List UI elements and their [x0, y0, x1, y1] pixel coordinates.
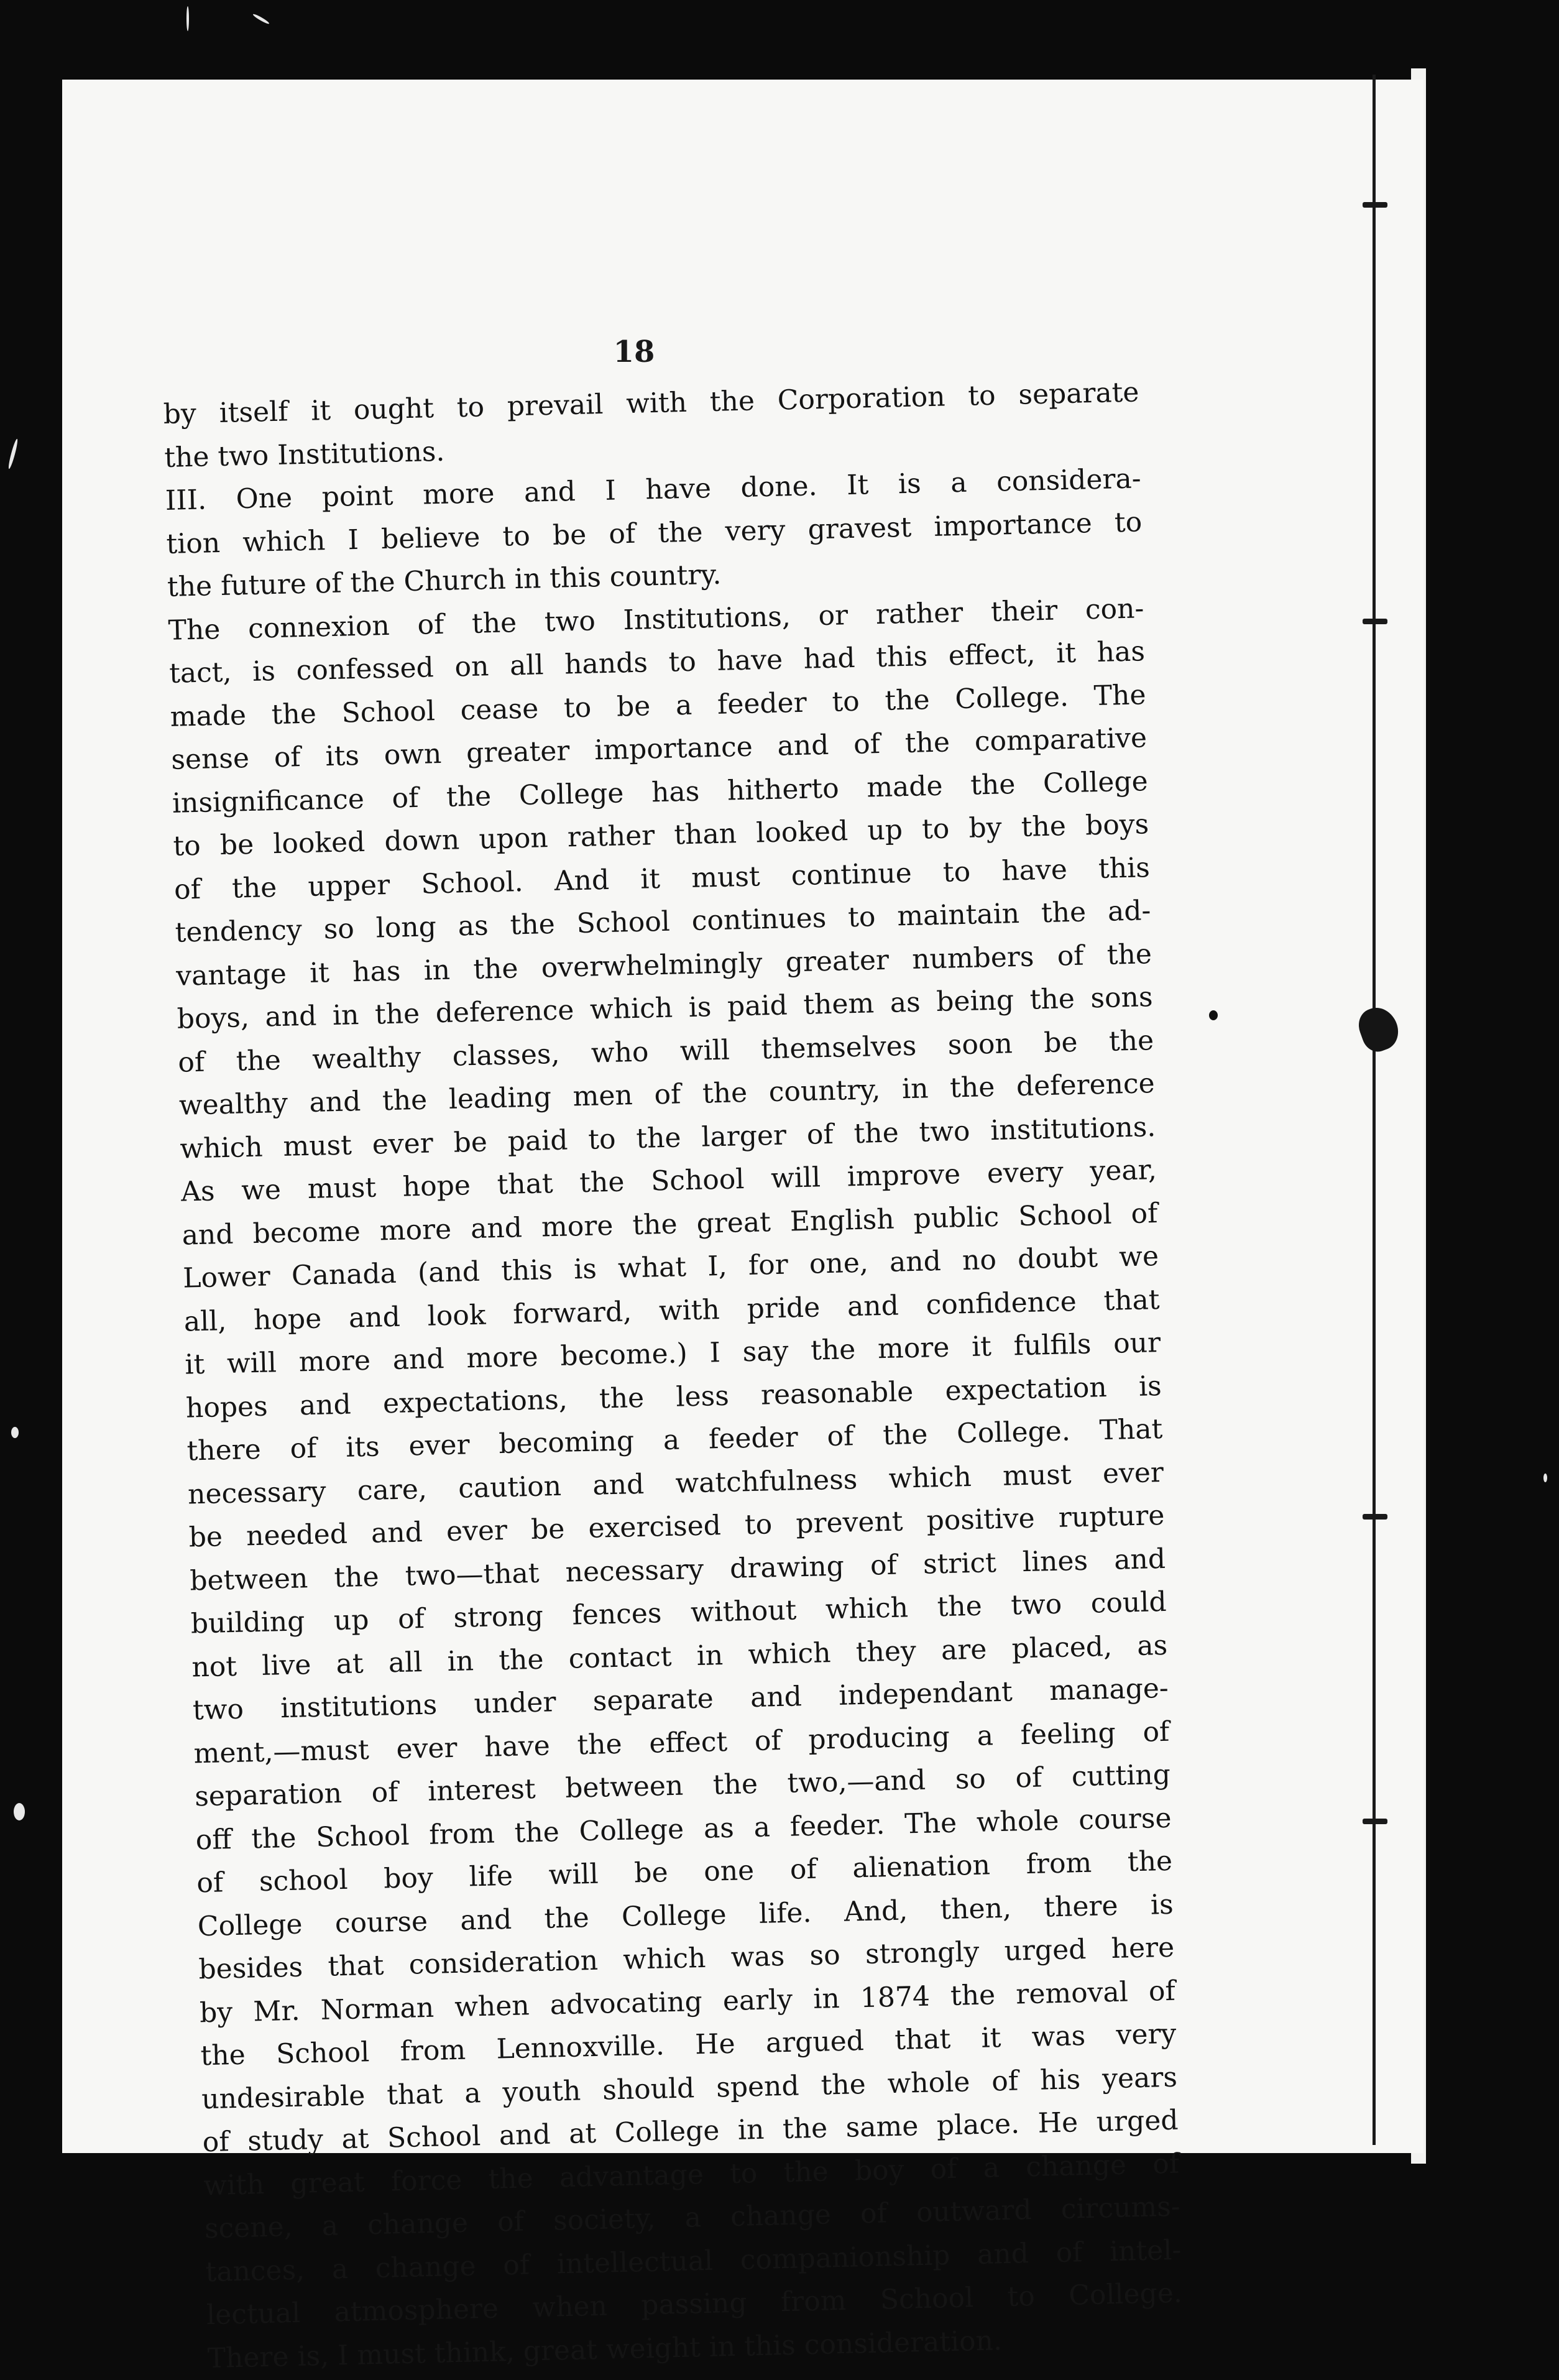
text-line: and become more and more the great English public School of [182, 1197, 1158, 1252]
text-line: ment,—must ever have the effect of producing a feeling of [193, 1715, 1170, 1769]
text-line: building up of strong fences without which the two could [190, 1585, 1167, 1640]
text-line: all, hope and look forward, with pride and confidence that [183, 1283, 1161, 1338]
binding-stitch [1363, 202, 1387, 208]
scan-speck [14, 1803, 25, 1820]
text-line: the two Institutions. [163, 435, 445, 474]
text-line: of the upper School. And it must continue to have this [173, 851, 1151, 906]
text-line: between the two—that necessary drawing of strict lines and [189, 1543, 1166, 1597]
text-line: necessary care, caution and watchfulness which must ever [187, 1456, 1164, 1511]
text-line: of the wealthy classes, who will themselves soon be the [177, 1024, 1154, 1079]
text-line: not live at all in the contact in which they are placed, as [191, 1629, 1168, 1683]
text-line: Lower Canada (and this is what I, for one, and no doubt we [182, 1240, 1159, 1294]
text-line: wealthy and the leading men of the country, in the deference [178, 1068, 1156, 1122]
text-line: besides that consideration which was so strongly urged here [198, 1931, 1175, 1986]
text-line: College course and the College life. And, then, there is [197, 1888, 1174, 1942]
page-number: 18 [613, 334, 655, 369]
scan-speck [1543, 1474, 1547, 1482]
text-line: scene, a change of society, a change of outward circums- [204, 2190, 1181, 2245]
scan-speck [7, 438, 19, 469]
text-line: boys, and in the deference which is paid them as being the sons [177, 981, 1154, 1035]
text-line: of study at School and at College in the same place. He urged [202, 2104, 1179, 2159]
text-line: by itself it ought to prevail with the Corporation to separate [163, 376, 1139, 430]
text-line: vantage it has in the overwhelmingly greater numbers of the [175, 938, 1152, 992]
text-line: be needed and ever be exercised to prevent positive rupture [188, 1499, 1165, 1554]
text-line: tances, a change of intellectual companionship and of intel- [205, 2234, 1182, 2288]
text-line: tendency so long as the School continues to maintain the ad- [175, 895, 1151, 949]
text-line: made the School cease to be a feeder to the College. The [170, 678, 1146, 733]
text-line: which must ever be paid to the larger of the two institutions. [180, 1110, 1156, 1165]
text-line: There is, I must think, great weight in this consideration. [207, 2324, 1003, 2374]
scan-speck [252, 13, 270, 25]
text-line: with great force the advantage to the boy of a change of [203, 2147, 1180, 2202]
text-line: The connexion of the two Institutions, or rather their con- [168, 592, 1144, 647]
text-line: to be looked down upon rather than looked up to by the boys [172, 808, 1149, 862]
ink-dot [1209, 1010, 1218, 1020]
text-line: separation of interest between the two,—and so of cutting [194, 1758, 1171, 1813]
binding-stitch [1363, 1819, 1387, 1824]
text-line: by Mr. Norman when advocating early in 1874 the removal of [199, 1975, 1176, 2029]
binding-stitch [1363, 1514, 1387, 1520]
text-line: III. One point more and I have done. It is a considera- [165, 463, 1142, 517]
text-line: off the School from the College as a feeder. The whole course [195, 1802, 1172, 1856]
text-line: it will more and more become.) I say the more it fulfils our [184, 1326, 1161, 1381]
text-line: two institutions under separate and independant manage- [192, 1672, 1169, 1727]
text-line: of school boy life will be one of alienation from the [196, 1845, 1173, 1899]
text-line: insignificance of the College has hitherto made the College [172, 765, 1149, 819]
scan-speck [11, 1427, 19, 1438]
text-line: the future of the Church in this country. [167, 558, 722, 603]
text-line: lectual atmosphere when passing from School to College. [206, 2277, 1183, 2332]
binding-stitch [1363, 619, 1387, 624]
text-line: tion which I believe to be of the very gravest importance to [165, 505, 1143, 560]
text-line: the School from Lennoxville. He argued that it was very [200, 2018, 1177, 2072]
text-line: undesirable that a youth should spend the whole of his years [201, 2061, 1178, 2115]
scan-speck [186, 6, 189, 31]
text-line: hopes and expectations, the less reasonable expectation is [185, 1370, 1162, 1424]
text-line: sense of its own greater importance and of the comparative [170, 722, 1147, 776]
text-line: tact, is confessed on all hands to have had this effect, it has [168, 635, 1146, 690]
text-line: As we must hope that the School will improve every year, [180, 1154, 1157, 1208]
binding-thread [1373, 75, 1376, 2145]
text-line: there of its ever becoming a feeder of the College. That [186, 1413, 1163, 1467]
body-text [163, 371, 1184, 2380]
